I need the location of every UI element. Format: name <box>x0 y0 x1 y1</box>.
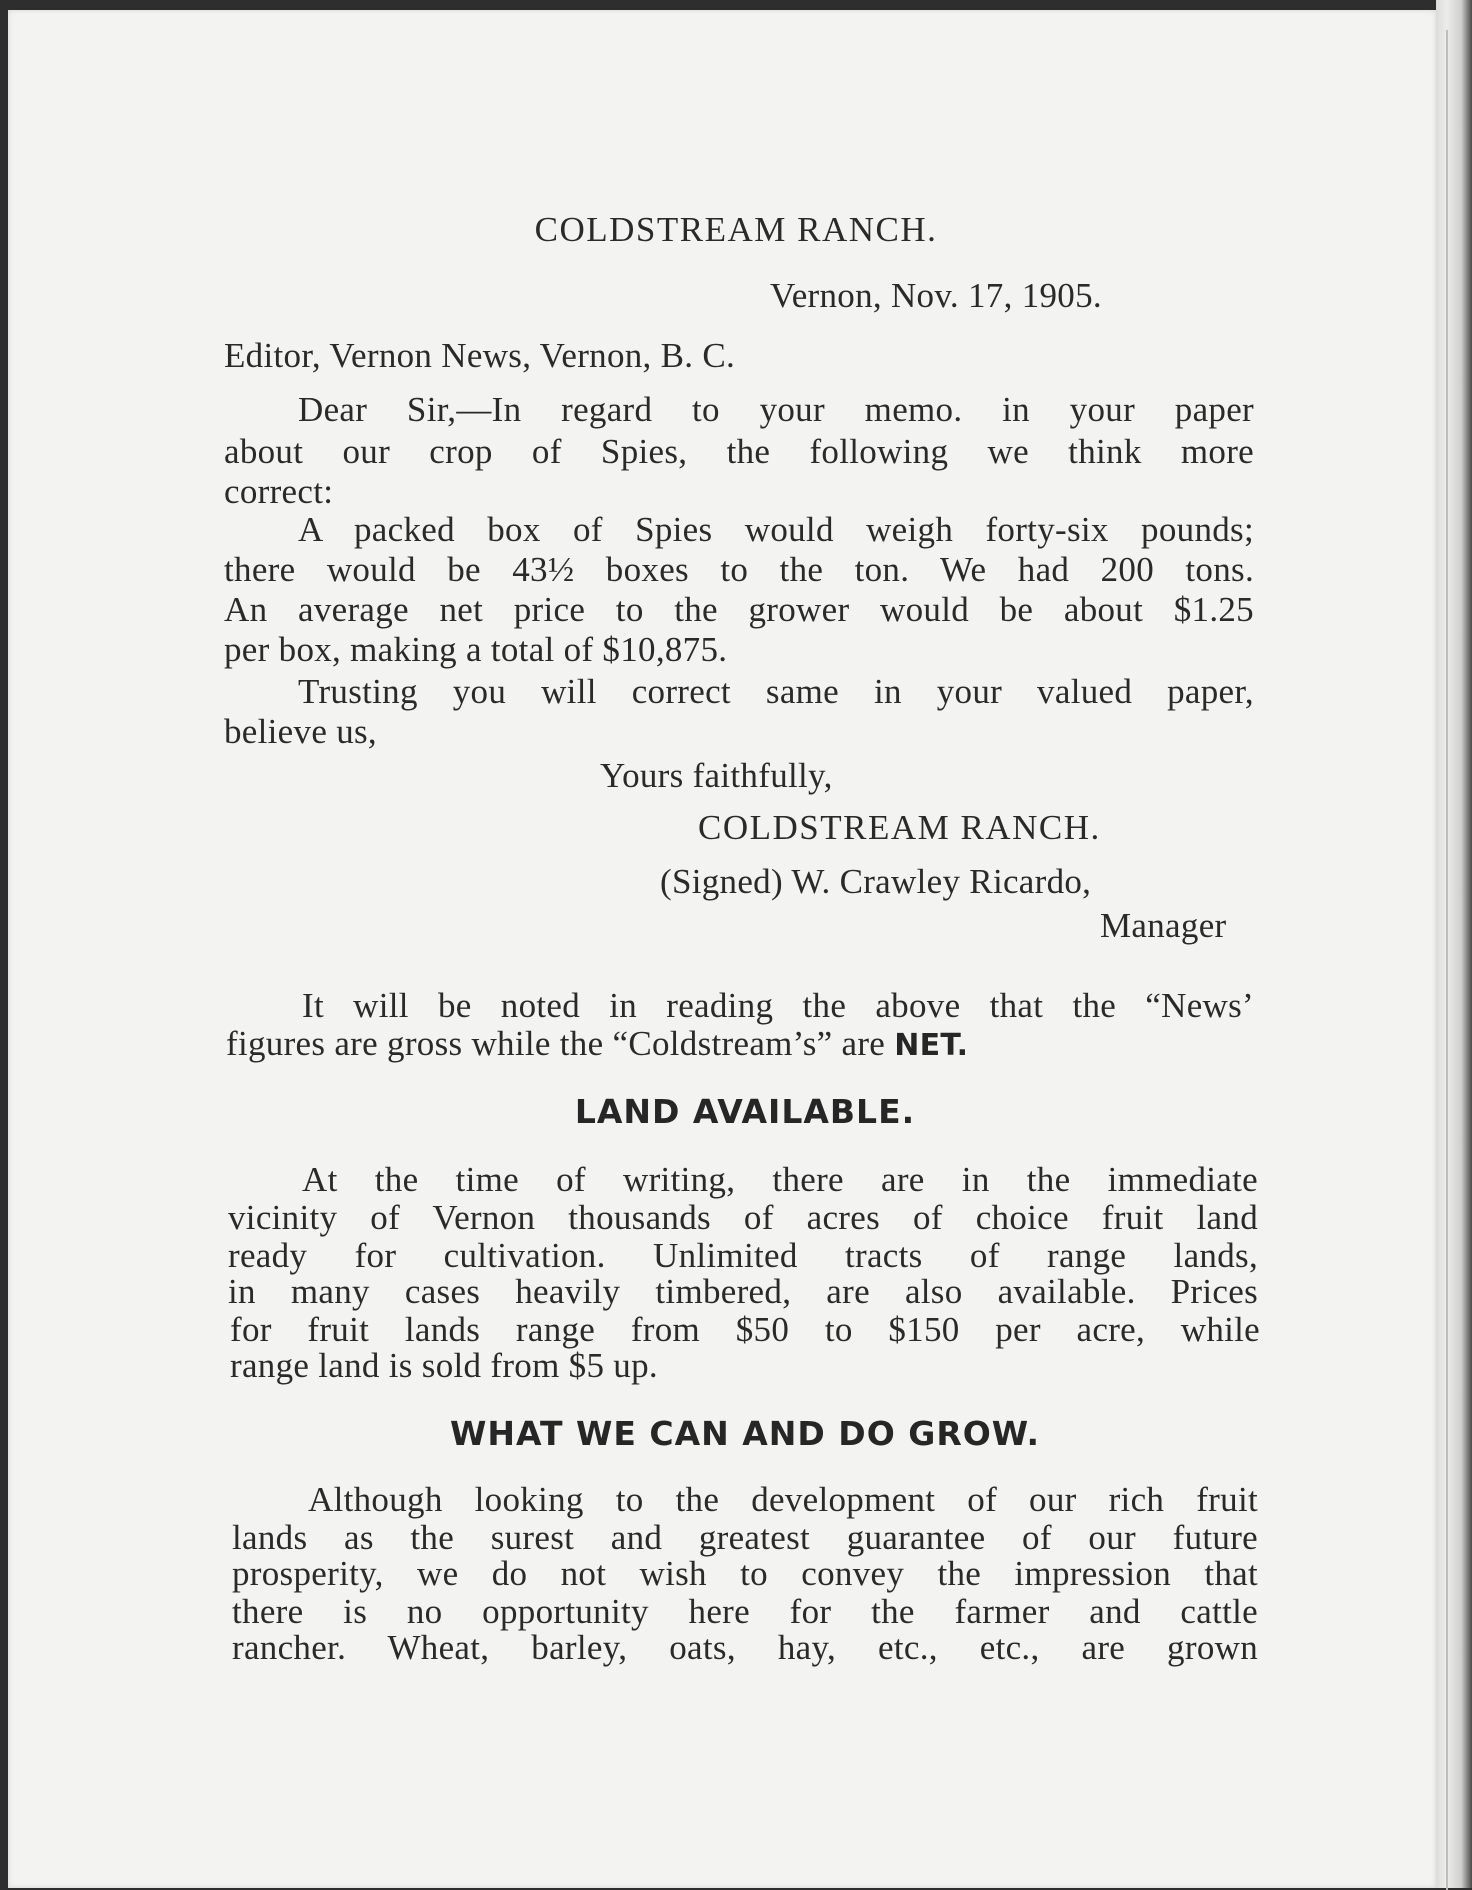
note-net-emphasis: NET. <box>894 1028 969 1063</box>
letter-closing: Yours faithfully, <box>600 756 833 795</box>
grow-line1: Although looking to the development of our rich fruit <box>308 1480 1258 1519</box>
grow-line2: lands as the surest and greatest guarantee of our future <box>232 1518 1258 1557</box>
land-line2: vicinity of Vernon thousands of acres of choice fruit land <box>228 1198 1258 1237</box>
letter-para1-line3: correct: <box>224 472 334 511</box>
land-line5: for fruit lands range from $50 to $150 per acre, while <box>230 1310 1260 1349</box>
letter-para2-line2: there would be 43½ boxes to the ton. We had 200 tons. <box>224 550 1254 589</box>
letter-para2-line4: per box, making a total of $10,875. <box>224 630 728 669</box>
land-line4: in many cases heavily timbered, are also available. Prices <box>228 1272 1258 1311</box>
section-land-heading: LAND AVAILABLE. <box>574 1092 916 1131</box>
letter-addressee: Editor, Vernon News, Vernon, B. C. <box>224 336 736 375</box>
letter-para3-line1: Trusting you will correct same in your valued paper, <box>298 672 1254 711</box>
section-grow-heading: WHAT WE CAN AND DO GROW. <box>449 1414 1041 1453</box>
grow-line4: there is no opportunity here for the farmer and cattle <box>232 1592 1258 1631</box>
grow-line5: rancher. Wheat, barley, oats, hay, etc., etc., are grown <box>232 1628 1258 1667</box>
note-line1: It will be noted in reading the above that the “News’ <box>302 986 1254 1025</box>
page-fold-line <box>1446 30 1448 1890</box>
note-line2 <box>226 1024 968 1064</box>
book-spine-edge <box>1436 0 1472 1888</box>
land-line6: range land is sold from $5 up. <box>230 1346 658 1385</box>
letter-para1-line2: about our crop of Spies, the following we think more <box>224 432 1254 471</box>
letter-para2-line3: An average net price to the grower would be about $1.25 <box>224 590 1254 629</box>
signature-name: (Signed) W. Crawley Ricardo, <box>660 862 1092 901</box>
letter-dateline: Vernon, Nov. 17, 1905. <box>770 276 1102 315</box>
letter-para1-line1: Dear Sir,—In regard to your memo. in your paper <box>298 390 1254 429</box>
signature-company: COLDSTREAM RANCH. <box>698 808 1101 847</box>
land-line1: At the time of writing, there are in the immediate <box>302 1160 1258 1199</box>
letter-para3-line2: believe us, <box>224 712 377 751</box>
grow-line3: prosperity, we do not wish to convey the impression that <box>232 1554 1258 1593</box>
note-line2-text: figures are gross while the “Coldstream’s” are <box>226 1024 895 1063</box>
letter-para2-line1: A packed box of Spies would weigh forty-six pounds; <box>298 510 1254 549</box>
letter-heading: COLDSTREAM RANCH. <box>534 210 938 249</box>
signature-title: Manager <box>1100 906 1227 945</box>
land-line3: ready for cultivation. Unlimited tracts of range lands, <box>228 1236 1258 1275</box>
